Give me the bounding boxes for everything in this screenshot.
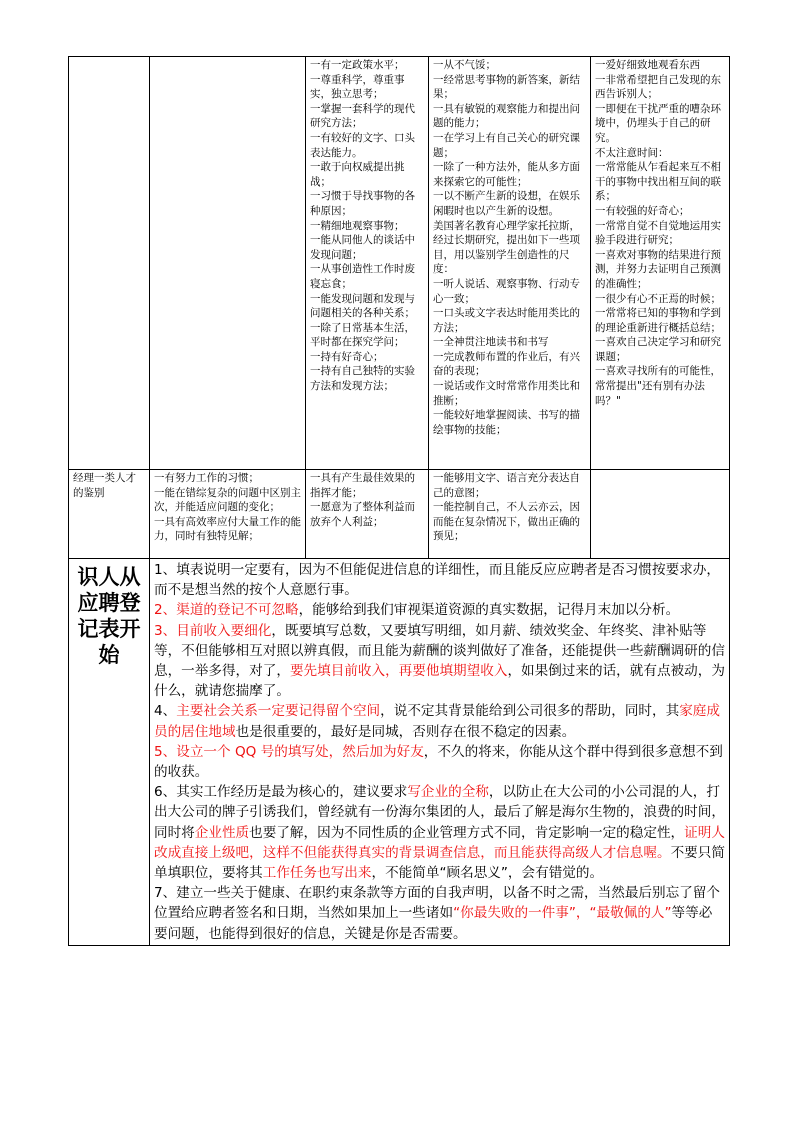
paragraph-6-text-1: 6、其实工作经历是最为核心的，建议要求 [154, 784, 408, 801]
paragraph-2 [154, 600, 725, 620]
list-item: 一即便在干扰严重的嘈杂环境中，仍埋头于自己的研究。 [595, 102, 721, 144]
list-item: 一能从同他人的谈话中发现问题； [310, 234, 415, 261]
list-item: 一常常将已知的事物和学到的理论重新进行概括总结； [595, 307, 721, 334]
list-item: 一常常自觉不自觉地运用实验手段进行研究； [595, 219, 721, 247]
paragraph-5-highlight: 5、设立一个 QQ 号的填写处，然后加为好友 [154, 743, 424, 760]
list-item: 一掌握一套科学的现代研究方法； [310, 102, 415, 130]
traits-col4-list [595, 58, 725, 408]
paragraph-3-text-2: ，如果倒过来的话，就有点被动，为什么，就请您揣摩了。 [154, 663, 725, 700]
manager-col1-list [154, 471, 301, 544]
list-item: 一具有敏锐的观察能力和提出问题的能力； [433, 102, 580, 130]
manager-col2-list [310, 471, 424, 529]
list-item: 一具有产生最佳效果的指挥才能； [310, 472, 415, 499]
paragraph-7 [154, 883, 725, 944]
traits-col3-cell [429, 57, 591, 470]
paragraph-7-text-1: 7、建立一些关于健康、在职约束条款等方面的自我声明，以备不时之需，当然最后别忘了留个位置给应聘者签名和日期，当然如果加上一些诸如 [154, 885, 720, 922]
list-item: 一精细地观察事物； [310, 219, 405, 232]
traits-col2-list [310, 58, 424, 394]
traits-col1-cell [150, 57, 306, 470]
paragraph-4 [154, 701, 725, 741]
list-item: 一能在错综复杂的问题中区别主次，并能适应问题的变化； [154, 486, 301, 514]
list-item: 一有较强的好奇心； [595, 204, 690, 217]
paragraph-4-highlight-2: 家庭成员的居住地域 [154, 703, 720, 740]
document-table [68, 56, 730, 946]
list-item: 一说话或作文时常常作用类比和推断； [433, 380, 580, 407]
list-item: 一持有好奇心； [310, 350, 384, 363]
list-item: 一尊重科学，尊重事实，独立思考； [310, 73, 405, 101]
list-item: 一口头或文字表达时能用类比的方法； [433, 307, 580, 334]
list-item: 一从事创造性工作时废寝忘食； [310, 263, 415, 290]
paragraph-6-highlight-2: 企业性质 [194, 824, 250, 841]
manager-col2-cell [306, 470, 429, 559]
paragraph-6 [154, 782, 725, 883]
list-item: 一听人说话、观察事物、行动专心一致； [433, 277, 580, 305]
list-item: 一常常能从乍看起来互不相干的事物中找出相互间的联系； [595, 161, 721, 203]
paragraph-6-text-3: 也要了解，因为不同性质的企业管理方式不同，肯定影响一定的稳定性， [249, 824, 685, 841]
manager-col1-cell [150, 470, 306, 559]
list-item: 一能控制自己，不人云亦云，因而能在复杂情况下，做出正确的预见； [433, 501, 580, 543]
list-item: 一有努力工作的习惯； [154, 472, 259, 484]
paragraph-3-highlight-2: 要先填目前收入，再要他填期望收入 [289, 663, 508, 680]
paragraph-3-text-1: ，既要填写总数，又要填写明细，如月薪、绩效奖金、年终奖、津补贴等等，不但能够相互对照以辨真假，而且能为薪酬的谈判做好了准备，还能提供一些薪酬调研的信息，一举多得，对了， [154, 622, 725, 680]
paragraph-5-text: ，不久的将来，你能从这个群中得到很多意想不到的收获。 [154, 743, 723, 781]
list-item: 一非常希望把自己发现的东西告诉别人； [595, 73, 721, 101]
paragraph-2-text: ，能够给到我们审视渠道资源的真实数据，记得月末加以分析。 [298, 602, 680, 619]
paragraph-6-text-4: 不要只简单填职位，要将其 [154, 844, 725, 882]
paragraph-2-highlight: 2、渠道的登记不可忽略 [154, 602, 299, 619]
registration-row [69, 559, 730, 946]
list-item: 一爱好细致地观看东西 [595, 59, 700, 71]
paragraph-4-text-3: 也是很重要的，最好是同城，否则存在很不稳定的因素。 [235, 723, 576, 740]
list-item: 一能较好地掌握阅读、书写的描绘事物的技能； [433, 409, 580, 436]
paragraph-4-text-1: 4、 [154, 703, 177, 720]
list-item: 一有较好的文字、口头表达能力。 [310, 131, 415, 159]
list-item: 一以不断产生新的设想，在娱乐闲暇时也以产生新的设想。 [433, 190, 580, 217]
manager-label-cell [69, 470, 150, 559]
list-item: 一喜欢寻找所有的可能性，常常提出"还有别有办法吗？" [595, 365, 721, 407]
list-item: 一能发现问题和发现与问题相关的各种关系； [310, 292, 415, 320]
list-item: 一愿意为了整体利益而放弃个人利益； [310, 501, 415, 528]
list-item: 一经常思考事物的新答案，新结果； [433, 73, 580, 101]
list-item: 一喜欢对事物的结果进行预测，并努力去证明自己预测的准确性； [595, 248, 721, 290]
paragraph-6-highlight-3: 证明人改成直接上级吧，这样不但能获得真实的背景调查信息，而且能获得高级人才信息喔。 [154, 824, 725, 861]
traits-col3-list [433, 58, 586, 437]
list-item: 一习惯于导找事物的各种原因； [310, 190, 415, 217]
list-item: 一除了一种方法外，能从多方面来探索它的可能性； [433, 161, 580, 188]
list-item: 一全神贯注地读书和书写 [433, 336, 549, 349]
traits-col4-cell [591, 57, 730, 470]
list-item: 一有一定政策水平； [310, 59, 405, 71]
list-item: 一完成教师布置的作业后，有兴奋的表现； [433, 350, 580, 378]
manager-col3-list [433, 471, 586, 544]
traits-row [69, 57, 730, 470]
paragraph-1 [154, 560, 725, 600]
paragraph-4-text-2: ，说不定其背景能给到公司很多的帮助，同时，其 [380, 703, 680, 720]
paragraph-6-highlight-4: 工作任务也写出来 [262, 865, 372, 882]
registration-label-cell [69, 559, 150, 946]
traits-col2-cell [306, 57, 429, 470]
manager-label: 经理一类人才的鉴别 [73, 472, 136, 499]
paragraph-6-text-5: ，不能简单“顾名思义”，会有错觉的。 [371, 865, 604, 882]
list-item: 一持有自己独特的实验方法和发现方法； [310, 365, 415, 393]
list-item: 一喜欢自己决定学习和研究课题； [595, 336, 721, 363]
paragraph-5 [154, 742, 725, 782]
list-item: 不太注意时间： [595, 146, 669, 159]
paragraph-1-text: 1、填表说明一定要有，因为不但能促进信息的详细性，而且能反应应聘者是否习惯按要求办，而不是想当然的按个人意愿行事。 [154, 562, 720, 599]
manager-col4-cell [591, 470, 730, 559]
paragraph-3 [154, 621, 725, 702]
paragraph-6-text-2: ，以防止在大公司的小公司混的人，打出大公司的牌子引诱我们，曾经就有一份海尔集团的人，最后了解是海尔生物的，浪费的时间，同时将 [154, 784, 725, 841]
registration-label: 识人从应聘登记表开始 [77, 564, 141, 667]
manager-col3-cell [429, 470, 591, 559]
paragraph-7-highlight: “你最失败的一件事”，“最敬佩的人” [453, 905, 672, 922]
paragraph-7-text-2: 等等必要问题，也能得到很好的信息，关键是你是否需要。 [154, 905, 713, 942]
manager-row [69, 470, 730, 559]
list-item: 一在学习上有自己关心的研究课题； [433, 131, 580, 159]
registration-body-cell [150, 559, 730, 946]
paragraph-3-highlight-1: 3、目前收入要细化 [154, 622, 272, 639]
list-item: 美国著名教育心理学家托拉斯，经过长期研究，提出如下一些项目，用以鉴别学生创造性的尺度： [433, 219, 580, 276]
list-item: 一具有高效率应付大量工作的能力，同时有独特见解； [154, 515, 301, 543]
list-item: 一很少有心不正焉的时候； [595, 292, 721, 305]
list-item: 一敢于向权威提出挑战； [310, 161, 405, 188]
paragraph-4-highlight-1: 主要社会关系一定要记得留个空间 [176, 703, 381, 720]
list-item: 一从不气馁； [433, 59, 496, 71]
traits-label-cell [69, 57, 150, 470]
list-item: 一除了日常基本生活，平时都在探究学问； [310, 321, 415, 349]
list-item: 一能够用文字、语言充分表达自己的意图； [433, 472, 580, 499]
paragraph-6-highlight-1: 写企业的全称 [407, 784, 489, 801]
